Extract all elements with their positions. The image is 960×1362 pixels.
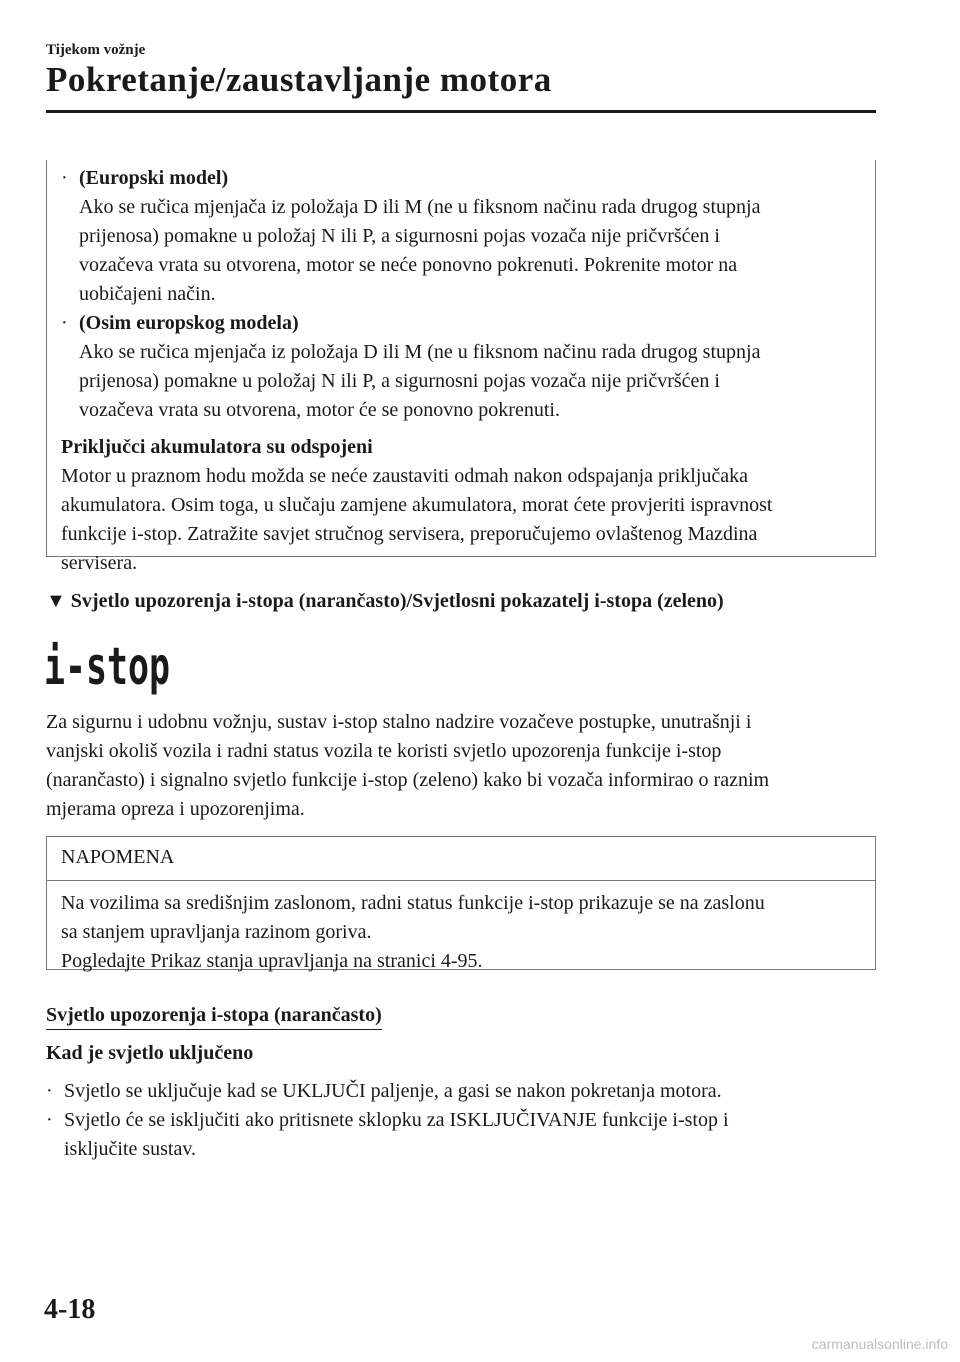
bullet-line: Svjetlo se uključuje kad se UKLJUČI paljenje, a gasi se nakon pokretanja motora. — [64, 1080, 722, 1102]
caution-content — [61, 164, 861, 578]
battery-text — [61, 462, 861, 578]
bullet-title: (Europski model) — [79, 167, 229, 189]
bullet-line: prijenosa) pomakne u položaj N ili P, a sigurnosni pojas vozača nije pričvršćen i — [79, 225, 720, 247]
bullet-list — [61, 164, 861, 425]
intro-paragraph — [46, 708, 876, 824]
note-rule — [47, 880, 875, 881]
paragraph-line: vanjski okoliš vozila i radni status vozila te koristi svjetlo upozorenja funkcije i-stop — [46, 740, 722, 762]
paragraph-line: funkcije i-stop. Zatražite savjet stručnog servisera, preporučujemo ovlaštenog Mazdina — [61, 523, 758, 545]
page-title: Pokretanje/zaustavljanje motora — [46, 60, 552, 99]
bullet-line: uobičajeni način. — [79, 283, 216, 305]
bullet-line: isključite sustav. — [64, 1138, 197, 1160]
caution-box — [46, 160, 876, 574]
paragraph-line: (narančasto) i signalno svjetlo funkcije i-stop (zeleno) kako bi vozača informirao o raznim — [46, 769, 770, 791]
paragraph-line: servisera. — [61, 552, 138, 574]
bullet-line: vozačeva vrata su otvorena, motor se neće ponovno pokrenuti. Pokrenite motor na — [79, 254, 738, 276]
note-title: NAPOMENA — [61, 846, 175, 868]
bullet-line: vozačeva vrata su otvorena, motor će se ponovno pokrenuti. — [79, 399, 560, 421]
bullet-dot: · — [46, 1080, 53, 1102]
bullet-dot: · — [61, 167, 68, 189]
bullet-line: Ako se ručica mjenjača iz položaja D ili M (ne u fiksnom načinu rada drugog stupnja — [79, 196, 761, 218]
note-line: Pogledajte Prikaz stanja upravljanja na stranici 4-95. — [61, 950, 483, 972]
bullet-line: Svjetlo će se isključiti ako pritisnete sklopku za ISKLJUČIVANJE funkcije i-stop i — [64, 1109, 729, 1131]
i-stop-icon-text: i-stop — [44, 637, 170, 697]
bullet-item — [46, 1106, 846, 1164]
page-number: 4-18 — [44, 1294, 96, 1325]
battery-title: Priključci akumulatora su odspojeni — [61, 436, 373, 458]
paragraph-line: Za sigurnu i udobnu vožnju, sustav i-stop stalno nadzire vozačeve postupke, unutrašnji i — [46, 711, 752, 733]
bullet-item — [46, 1077, 846, 1106]
bullet-dot: · — [61, 312, 68, 334]
bullet-item — [61, 309, 861, 425]
bottom-bullets — [46, 1077, 846, 1164]
note-body — [61, 889, 861, 976]
paragraph-line: mjerama opreza i upozorenjima. — [46, 798, 305, 820]
section-heading: ▼ Svjetlo upozorenja i-stopa (narančasto)/Svjetlosni pokazatelj i-stopa (zeleno) — [46, 590, 724, 612]
note-line: sa stanjem upravljanja razinom goriva. — [61, 921, 372, 943]
watermark: carmanualsonline.info — [811, 1336, 948, 1352]
note-line: Na vozilima sa središnjim zaslonom, radni status funkcije i-stop prikazuje se na zaslonu — [61, 892, 765, 914]
bullet-title: (Osim europskog modela) — [79, 312, 299, 334]
paragraph-line: Motor u praznom hodu možda se neće zaustaviti odmah nakon odspajanja priključaka — [61, 465, 749, 487]
bullet-dot: · — [46, 1109, 53, 1131]
i-stop-indicator-icon — [44, 632, 172, 705]
header-rule — [46, 110, 876, 113]
bullet-line: Ako se ručica mjenjača iz položaja D ili M (ne u fiksnom načinu rada drugog stupnja — [79, 341, 761, 363]
bullet-item — [61, 164, 861, 309]
note-box — [46, 836, 876, 970]
paragraph-line: akumulatora. Osim toga, u slučaju zamjene akumulatora, morat ćete provjeriti ispravnost — [61, 494, 773, 516]
sub-heading: Svjetlo upozorenja i-stopa (narančasto) — [46, 1004, 382, 1030]
battery-paragraph — [61, 433, 861, 578]
bullet-line: prijenosa) pomakne u položaj N ili P, a sigurnosni pojas vozača nije pričvršćen i — [79, 370, 720, 392]
sub-sub-heading: Kad je svjetlo uključeno — [46, 1042, 254, 1064]
section-label: Tijekom vožnje — [46, 42, 146, 58]
